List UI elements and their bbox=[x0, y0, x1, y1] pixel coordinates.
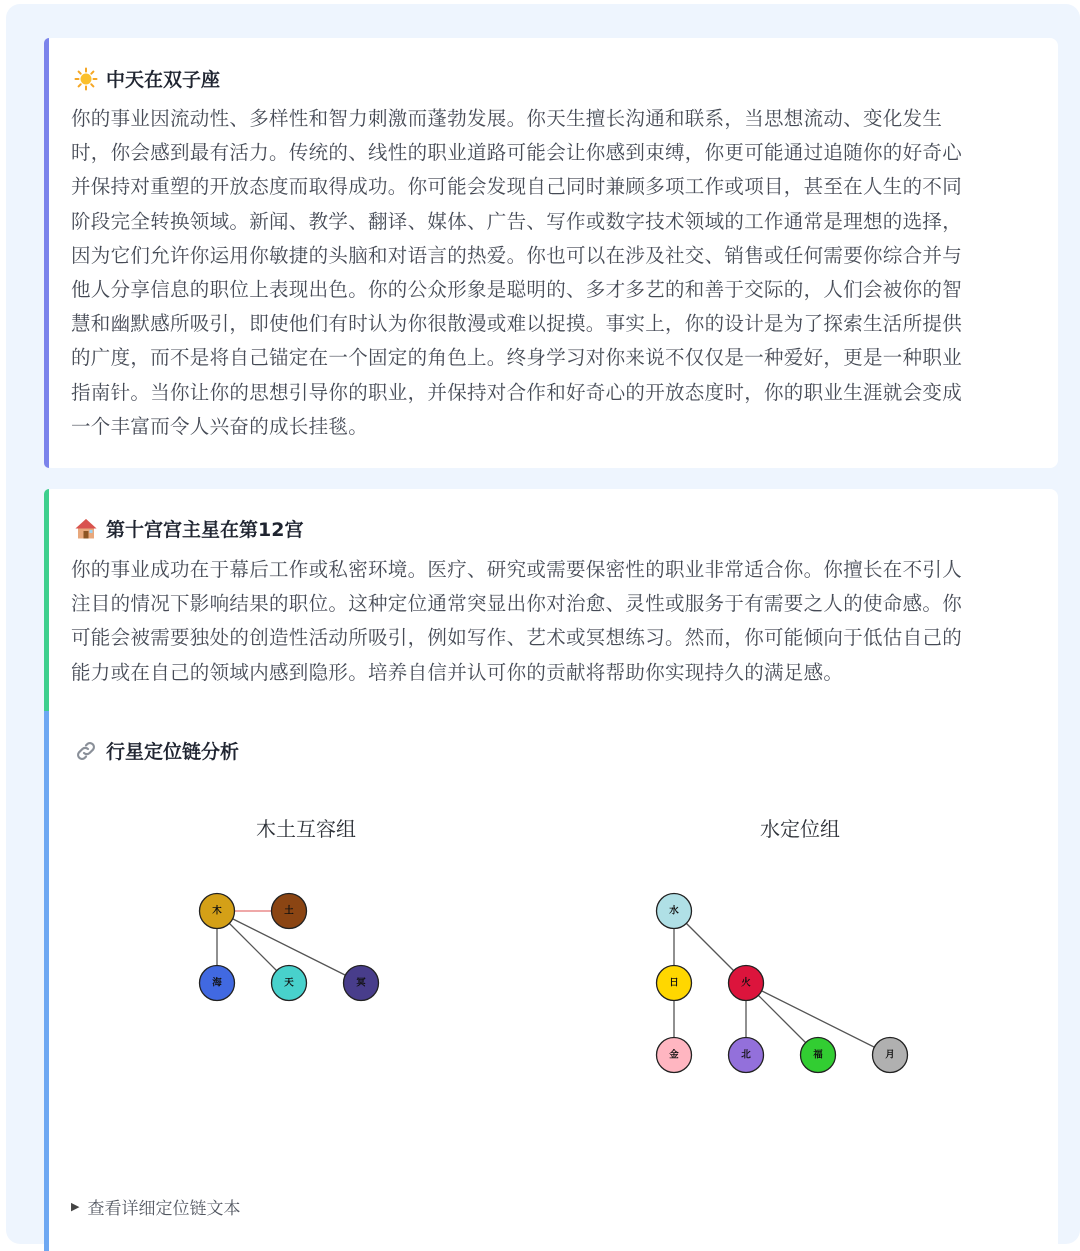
node-sun bbox=[657, 966, 692, 1001]
node-label: 火 bbox=[741, 977, 751, 989]
node-label: 天 bbox=[284, 977, 294, 989]
details-toggle-label: 查看详细定位链文本 bbox=[87, 1199, 241, 1219]
tenth-house-title bbox=[74, 515, 303, 542]
midheaven-text bbox=[71, 102, 1032, 444]
node-label: 月 bbox=[885, 1049, 895, 1061]
report-panel bbox=[6, 4, 1080, 1244]
node-label: 金 bbox=[669, 1049, 679, 1061]
node-label: 北 bbox=[741, 1049, 751, 1061]
paragraph-line: 阶段完全转换领域。新闻、教学、翻译、媒体、广告、写作或数字技术领域的工作通常是理想的选择， bbox=[71, 209, 963, 233]
node-label: 冥 bbox=[356, 977, 366, 989]
node-label: 福 bbox=[813, 1049, 823, 1061]
paragraph-line: 注目的情况下影响结果的职位。这种定位通常突显出你对治愈、灵性或服务于有需要之人的使命感。你 bbox=[71, 592, 963, 616]
disclosure-triangle-icon: ▶ bbox=[71, 1200, 80, 1213]
graph-1 bbox=[657, 894, 908, 1073]
node-mercury bbox=[657, 894, 692, 929]
node-saturn bbox=[272, 894, 307, 929]
paragraph-line: 的广度，而不是将自己锚定在一个固定的角色上。终身学习对你来说不仅仅是一种爱好，更是一种职业 bbox=[71, 346, 963, 370]
paragraph-line: 因为它们允许你运用你敏捷的头脑和对语言的热爱。你也可以在涉及社交、销售或任何需要你综合并与 bbox=[71, 243, 963, 267]
node-neptune bbox=[200, 966, 235, 1001]
section-title: 行星定位链分析 bbox=[106, 741, 240, 763]
node-label: 木 bbox=[212, 905, 222, 917]
paragraph-line: 指南针。当你让你的思想引导你的职业，并保持对合作和好奇心的开放态度时，你的职业生涯就会变成 bbox=[71, 380, 963, 404]
node-uranus bbox=[272, 966, 307, 1001]
house-icon bbox=[74, 517, 98, 541]
paragraph-line: 并保持对重塑的开放态度而取得成功。你可能会发现自己同时兼顾多项工作或项目，甚至在人生的不同 bbox=[71, 175, 963, 199]
paragraph-line: 慧和幽默感所吸引，即使他们有时认为你很散漫或难以捉摸。事实上，你的设计是为了探索生活所提供 bbox=[71, 312, 963, 336]
paragraph-line: 你的事业成功在于幕后工作或私密环境。医疗、研究或需要保密性的职业非常适合你。你擅长在不引人 bbox=[71, 558, 963, 581]
section-title: 第十宫宫主星在第12宫 bbox=[106, 519, 304, 541]
node-jupiter bbox=[200, 894, 235, 929]
paragraph-line: 时，你会感到最有活力。传统的、线性的职业道路可能会让你感到束缚，你更可能通过追随你的好奇心 bbox=[71, 141, 963, 165]
node-label: 水 bbox=[669, 905, 679, 917]
node-pluto bbox=[344, 966, 379, 1001]
paragraph-line: 他人分享信息的职位上表现出色。你的公众形象是聪明的、多才多艺的和善于交际的，人们会被你的智 bbox=[71, 278, 963, 302]
node-label: 海 bbox=[212, 977, 222, 989]
tenth-house-card bbox=[44, 489, 1058, 715]
paragraph-line: 你的事业因流动性、多样性和智力刺激而蓬勃发展。你天生擅长沟通和联系，当思想流动、变化发生 bbox=[71, 107, 943, 130]
paragraph-line: 一个丰富而令人兴奋的成长挂毯。 bbox=[71, 414, 369, 438]
node-moon bbox=[873, 1038, 908, 1073]
midheaven-title bbox=[74, 65, 220, 92]
chain-analysis-card bbox=[44, 711, 1058, 1251]
node-label: 土 bbox=[284, 905, 294, 917]
details-toggle[interactable] bbox=[71, 1194, 240, 1219]
tenth-house-text bbox=[71, 553, 1032, 690]
graph-0 bbox=[200, 894, 379, 1001]
node-venus bbox=[657, 1038, 692, 1073]
paragraph-line: 能力或在自己的领域内感到隐形。培养自信并认可你的贡献将帮助你实现持久的满足感。 bbox=[71, 660, 844, 684]
graph-title-jupiter-saturn: 木土互容组 bbox=[256, 817, 356, 841]
node-northnode bbox=[729, 1038, 764, 1073]
midheaven-card bbox=[44, 38, 1058, 468]
planet-chain-graph bbox=[44, 711, 1058, 1191]
node-label: 日 bbox=[669, 977, 679, 989]
node-mars bbox=[729, 966, 764, 1001]
paragraph-line: 可能会被需要独处的创造性活动所吸引，例如写作、艺术或冥想练习。然而，你可能倾向于低估自己的 bbox=[71, 626, 963, 650]
graph-title-mercury: 水定位组 bbox=[760, 817, 840, 841]
node-fortune bbox=[801, 1038, 836, 1073]
section-title: 中天在双子座 bbox=[106, 69, 221, 91]
sun-icon bbox=[74, 67, 98, 91]
